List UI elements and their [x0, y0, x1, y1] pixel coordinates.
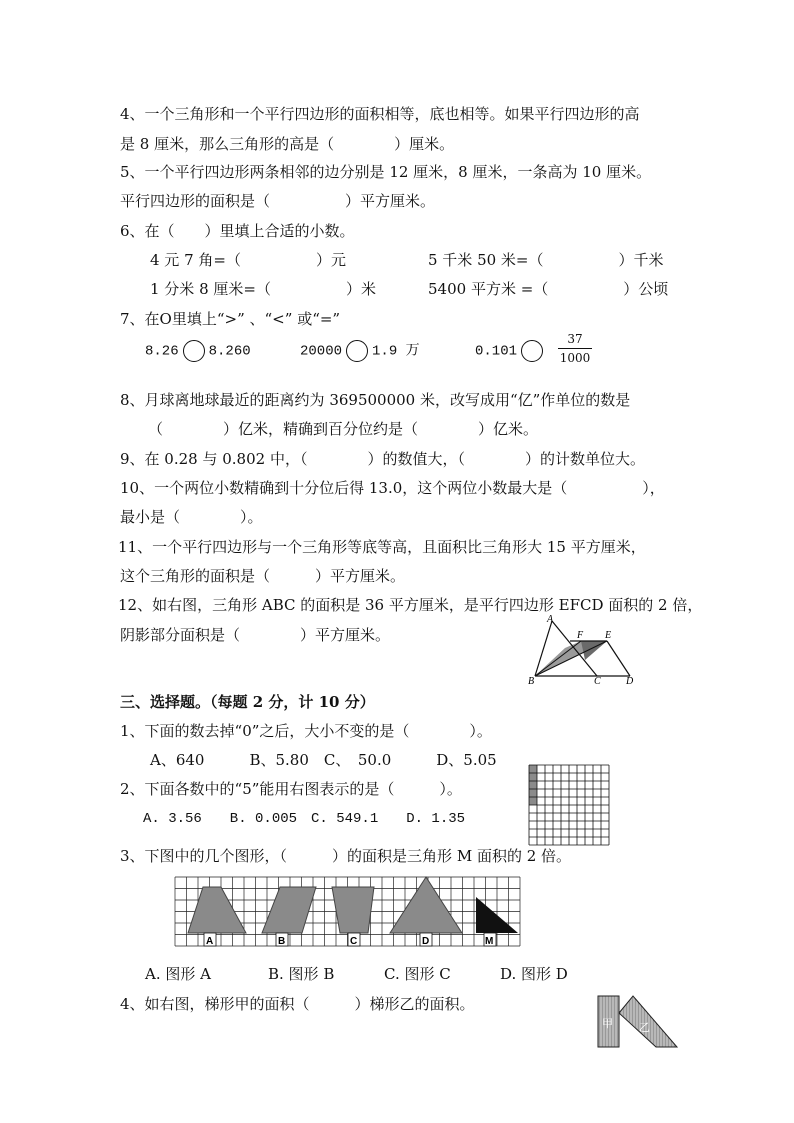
- q7-b-left: 20000: [300, 343, 343, 360]
- shape-a-trapezoid: [188, 887, 246, 933]
- label-e: E: [605, 630, 612, 641]
- q6-b: 5 千米 50 米=（ ）千米: [428, 251, 664, 269]
- shape-label-m: M: [485, 936, 494, 947]
- label-c: C: [594, 676, 601, 686]
- shaded-cell: [529, 789, 537, 797]
- q12-line1: 12、如右图，三角形 ABC 的面积是 36 平方厘米，是平行四边形 EFCD 面积的 2 倍，: [118, 596, 703, 614]
- q6-c: 1 分米 8 厘米=（ ）米: [150, 280, 376, 298]
- q10-line1: 10、一个两位小数精确到十分位后得 13.0，这个两位小数最大是（ ），: [120, 479, 665, 497]
- compare-circle[interactable]: [521, 340, 543, 362]
- q3-shapes-grid: [174, 875, 522, 947]
- hundred-grid-figure: [528, 764, 610, 846]
- q11-line2: 这个三角形的面积是（ ）平方厘米。: [120, 567, 406, 585]
- q7-a-left: 8.26: [145, 343, 179, 360]
- choice-q1-options: A、640 B、5.80 C、 50.0 D、5.05: [150, 751, 497, 769]
- fraction-numerator: 37: [567, 332, 583, 346]
- q8-line1: 8、月球离地球最近的距离约为 369500000 米，改写成用“亿”作单位的数是: [120, 391, 631, 409]
- shape-c-trapezoid: [332, 887, 374, 933]
- q7-title: 7、在O里填上“>” 、“<” 或“=”: [120, 310, 341, 328]
- q7-a: [145, 340, 251, 363]
- label-yi: 乙: [639, 1021, 650, 1034]
- q3-option-c: C. 图形 C: [384, 965, 451, 983]
- q3-option-a: A. 图形 A: [145, 965, 211, 983]
- q10-line2: 最小是（ ）。: [120, 508, 263, 526]
- q7-c-left: 0.101: [475, 343, 518, 360]
- q7-b: [300, 340, 420, 363]
- q4-trapezoid-figure: [593, 993, 679, 1049]
- choice-q2-options: A. 3.56 B. 0.005 C. 549.1 D. 1.35: [143, 811, 466, 827]
- q7-c: [475, 340, 547, 363]
- q4-line2: 是 8 厘米，那么三角形的高是（ ）厘米。: [120, 135, 455, 153]
- q7-c-fraction: [558, 332, 592, 365]
- shape-label-a: A: [206, 936, 214, 947]
- label-jia: 甲: [602, 1017, 613, 1030]
- choice-q3: 3、下图中的几个图形，（ ）的面积是三角形 M 面积的 2 倍。: [120, 847, 572, 865]
- q9: 9、在 0.28 与 0.802 中，（ ）的数值大，（ ）的计数单位大。: [120, 450, 645, 468]
- shape-b-parallelogram: [262, 887, 316, 933]
- q8-line2: （ ）亿米，精确到百分位约是（ ）亿米。: [148, 420, 539, 438]
- shape-label-c: C: [350, 936, 358, 947]
- q3-option-b: B. 图形 B: [268, 965, 335, 983]
- q12-triangle-figure: [525, 612, 645, 686]
- label-a: A: [547, 614, 554, 625]
- label-b: B: [528, 676, 535, 686]
- q7-b-right: 1.9 万: [372, 343, 420, 360]
- choice-q4: 4、如右图，梯形甲的面积（ ）梯形乙的面积。: [120, 995, 475, 1013]
- label-f: F: [577, 630, 584, 641]
- q12-line2: 阴影部分面积是（ ）平方厘米。: [120, 626, 391, 644]
- compare-circle[interactable]: [183, 340, 205, 362]
- shaded-cell: [529, 773, 537, 781]
- shaded-cell: [529, 797, 537, 805]
- q6-d: 5400 平方米 =（ ）公顷: [428, 280, 669, 298]
- choice-q2: 2、下面各数中的“5”能用右图表示的是（ ）。: [120, 780, 462, 798]
- choice-heading: 三、选择题。（每题 2 分，计 10 分）: [120, 693, 375, 711]
- shaded-cell: [529, 781, 537, 789]
- q5-line1: 5、一个平行四边形两条相邻的边分别是 12 厘米，8 厘米，一条高为 10 厘米。: [120, 163, 652, 181]
- q6-a: 4 元 7 角=（ ）元: [150, 251, 346, 269]
- q5-line2: 平行四边形的面积是（ ）平方厘米。: [120, 192, 436, 210]
- shaded-cell: [529, 765, 537, 773]
- q11-line1: 11、一个平行四边形与一个三角形等底等高，且面积比三角形大 15 平方厘米，: [118, 538, 646, 556]
- label-d: D: [626, 676, 634, 686]
- shape-label-b: B: [278, 936, 286, 947]
- choice-q1: 1、下面的数去掉“0”之后，大小不变的是（ ）。: [120, 722, 492, 740]
- compare-circle[interactable]: [346, 340, 368, 362]
- shape-label-d: D: [422, 936, 430, 947]
- q3-option-d: D. 图形 D: [500, 965, 568, 983]
- q6-title: 6、在（ ）里填上合适的小数。: [120, 222, 355, 240]
- q7-a-right: 8.260: [208, 343, 251, 360]
- q4-line1: 4、一个三角形和一个平行四边形的面积相等，底也相等。如果平行四边形的高: [120, 105, 640, 123]
- fraction-denominator: 1000: [559, 351, 591, 365]
